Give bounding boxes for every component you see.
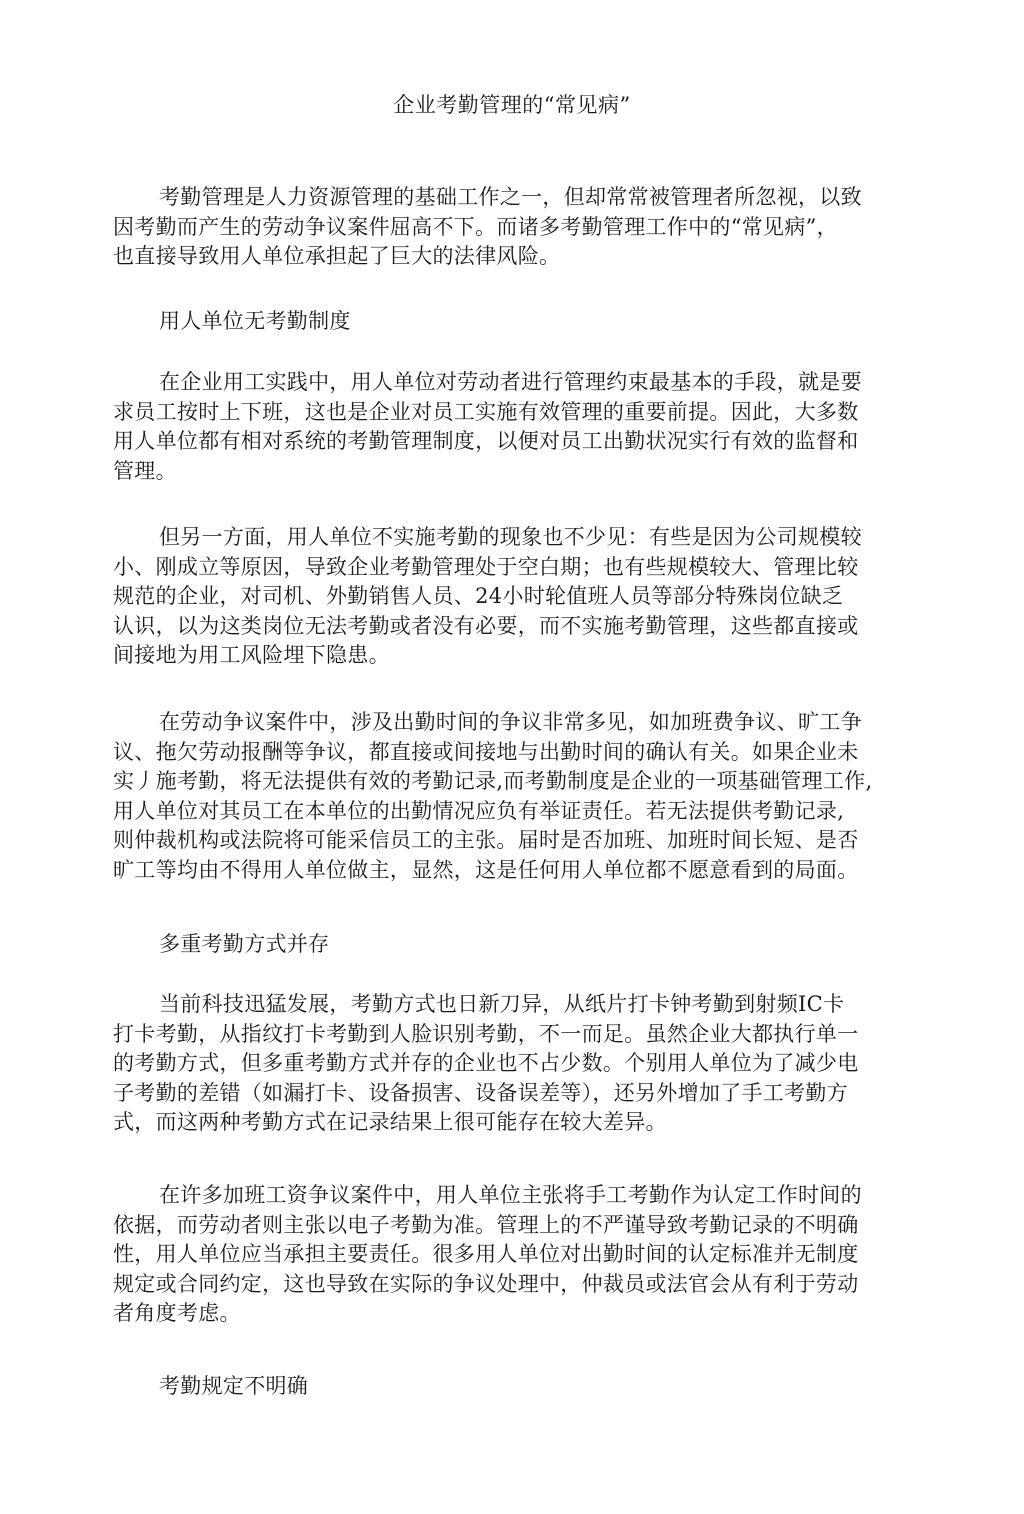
paragraph-line: 在许多加班工资争议案件中，用人单位主张将手工考勤作为认定工作时间的 <box>159 1183 862 1207</box>
paragraph-line: 规定或合同约定，这也导致在实际的争议处理中，仲裁员或法官会从有利于劳动 <box>113 1271 859 1296</box>
paragraph-disputes <box>113 708 913 885</box>
section-heading-multiple-methods: 多重考勤方式并存 <box>159 932 330 956</box>
section-heading-no-attendance-system: 用人单位无考勤制度 <box>159 309 351 333</box>
paragraph-line: 则仲裁机构或法院将可能采信员工的主张。届时是否加班、加班时间长短、是否 <box>113 828 859 852</box>
paragraph-line: 依据，而劳动者则主张以电子考勤为准。管理上的不严谨导致考勤记录的不明确 <box>113 1212 859 1237</box>
paragraph-line: 在劳动争议案件中，涉及出勤时间的争议非常多见，如加班费争议、旷工争 <box>159 710 862 734</box>
paragraph-line: 子考勤的差错（如漏打卡、设备损害、设备误差等），还另外增加了手工考勤方 <box>113 1080 848 1105</box>
paragraph-line: 式，而这两种考勤方式在记录结果上很可能存在较大差异。 <box>113 1110 667 1134</box>
paragraph-line: 打卡考勤，从指纹打卡考勤到人脸识别考勤，不一而足。虽然企业大都执行单一 <box>113 1021 859 1046</box>
paragraph-line: 用人单位都有相对系统的考勤管理制度，以便对员工出勤状况实行有效的监督和 <box>113 429 859 453</box>
paragraph-line: 也直接导致用人单位承担起了巨大的法律风险。 <box>113 244 561 268</box>
paragraph-line: 求员工按时上下班，这也是企业对员工实施有效管理的重要前提。因此，大多数 <box>113 399 859 424</box>
paragraph-practice <box>113 368 913 486</box>
paragraph-intro <box>113 183 913 272</box>
paragraph-line: 旷工等均由不得用人单位做主，显然，这是任何用人单位都不愿意看到的局面。 <box>113 857 859 882</box>
document-title: 企业考勤管理的“常见病” <box>393 93 631 117</box>
paragraph-other-side <box>113 523 913 671</box>
paragraph-line: 在企业用工实践中，用人单位对劳动者进行管理约束最基本的手段，就是要 <box>159 370 862 394</box>
paragraph-line: 因考勤而产生的劳动争议案件屈高不下。而诸多考勤管理工作中的“常见病”， <box>113 214 838 239</box>
paragraph-line: 考勤管理是人力资源管理的基础工作之一，但却常常被管理者所忽视，以致 <box>159 185 862 209</box>
paragraph-line: 的考勤方式，但多重考勤方式并存的企业也不占少数。个别用人单位为了减少电 <box>113 1051 859 1075</box>
paragraph-line: 实丿施考勤，将无法提供有效的考勤记录,而考勤制度是企业的一项基础管理工作, <box>113 769 873 793</box>
paragraph-line: 用人单位对其员工在本单位的出勤情况应负有举证责任。若无法提供考勤记录, <box>113 798 845 823</box>
paragraph-line: 议、拖欠劳动报酬等争议，都直接或间接地与出勤时间的确认有关。如果企业未 <box>113 739 859 764</box>
paragraph-line: 当前科技迅猛发展，考勤方式也日新刀异，从纸片打卡钟考勤到射频IC卡 <box>159 992 845 1016</box>
paragraph-line: 性，用人单位应当承担主要责任。很多用人单位对出勤时间的认定标准并无制度 <box>113 1242 859 1266</box>
paragraph-line: 者角度考虑。 <box>113 1301 241 1325</box>
section-heading-unclear-rules: 考勤规定不明确 <box>159 1374 309 1398</box>
paragraph-line: 但另一方面，用人单位不实施考勤的现象也不少见：有些是因为公司规模较 <box>159 525 862 549</box>
paragraph-line: 管理。 <box>113 458 177 483</box>
paragraph-line: 间接地为用工风险埋下隐患。 <box>113 643 390 667</box>
paragraph-technology <box>113 990 913 1138</box>
paragraph-overtime <box>113 1181 913 1329</box>
paragraph-line: 小、刚成立等原因，导致企业考勤管理处于空白期；也有些规模较大、管理比较 <box>113 554 859 579</box>
paragraph-line: 认识，以为这类岗位无法考勤或者没有必要，而不实施考勤管理，这些都直接或 <box>113 613 859 638</box>
paragraph-line: 规范的企业，对司机、外勤销售人员、24小时轮值班人员等部分特殊岗位缺乏 <box>113 584 844 608</box>
